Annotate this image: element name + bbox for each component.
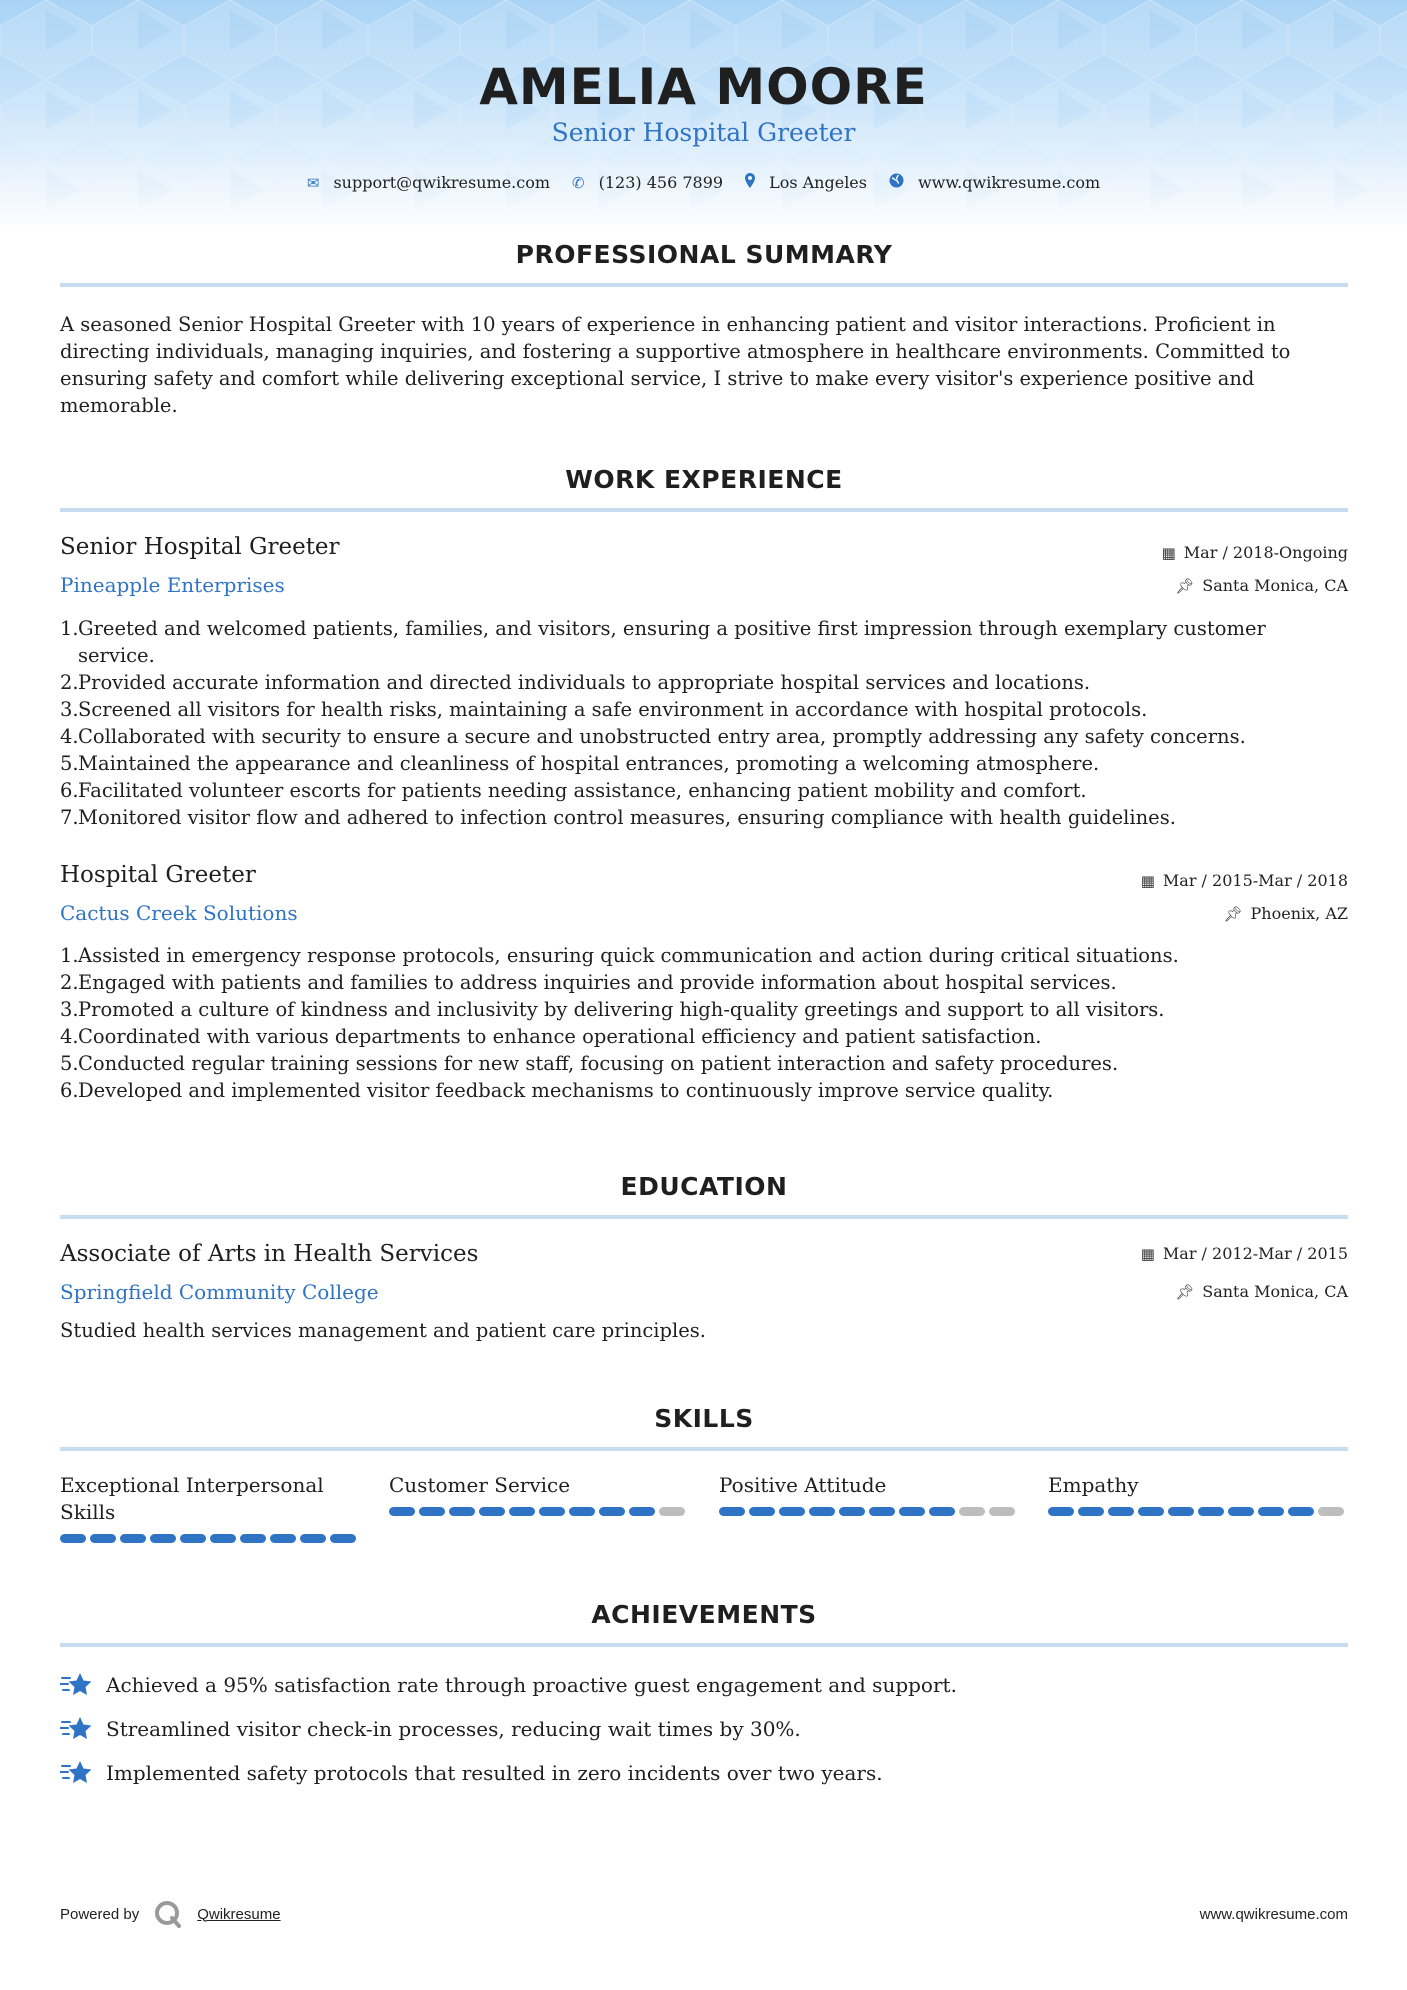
map-marker-icon	[745, 173, 755, 192]
list-item: 2. Engaged with patients and families to address inquiries and provide information about hospital services.	[60, 971, 1117, 994]
list-item: 7. Monitored visitor flow and adhered to infection control measures, ensuring compliance with health guidelines.	[60, 806, 1176, 829]
skill-name: Empathy	[1048, 1473, 1139, 1497]
job-location	[1223, 904, 1348, 923]
list-item: 6. Facilitated volunteer escorts for patients needing assistance, enhancing patient mobility and comfort.	[60, 779, 1087, 802]
skill-level-bar	[389, 1507, 689, 1516]
skill-level-segment	[1138, 1507, 1164, 1516]
skill-level-segment	[419, 1507, 445, 1516]
skill-level-segment	[1228, 1507, 1254, 1516]
skills-heading: SKILLS	[654, 1404, 754, 1433]
skill-level-segment	[270, 1534, 296, 1543]
summary-text: A seasoned Senior Hospital Greeter with 10 years of experience in enhancing patient and visitor interactions. Proficient in directing individuals, managing inquiries, and fostering a supportive atmosphere in healthcare environments. Committed to ensuring safety and comfort while delivering exceptional service, I strive to make every visitor's experience positive and memorable.	[60, 313, 1291, 417]
candidate-role: Senior Hospital Greeter	[551, 118, 856, 147]
skill-item	[719, 1472, 1019, 1516]
candidate-name: AMELIA MOORE	[479, 58, 928, 116]
skill-level-segment	[330, 1534, 356, 1543]
pin-icon: 📌︎	[1175, 1282, 1195, 1301]
contact-phone[interactable]	[572, 173, 723, 192]
achievement-text: Achieved a 95% satisfaction rate through proactive guest engagement and support.	[106, 1673, 957, 1697]
education-divider	[60, 1215, 1348, 1219]
achievement-item	[60, 1715, 801, 1743]
skill-level-segment	[599, 1507, 625, 1516]
resume-header	[0, 0, 1407, 235]
skill-level-segment	[899, 1507, 925, 1516]
star-icon	[60, 1715, 92, 1743]
contact-website-text: www.qwikresume.com	[917, 173, 1101, 192]
skill-level-segment	[869, 1507, 895, 1516]
list-item: 4. Collaborated with security to ensure a secure and unobstructed entry area, promptly addressing any safety concerns.	[60, 725, 1246, 748]
job-location	[1175, 576, 1348, 595]
skill-level-segment	[1258, 1507, 1284, 1516]
skill-name: Exceptional Interpersonal Skills	[60, 1473, 324, 1524]
skill-level-segment	[539, 1507, 565, 1516]
contact-bar	[0, 173, 1407, 192]
summary-heading: PROFESSIONAL SUMMARY	[515, 240, 893, 269]
job-company: Pineapple Enterprises	[60, 573, 285, 597]
skill-level-segment	[180, 1534, 206, 1543]
job-company: Cactus Creek Solutions	[60, 901, 298, 925]
list-item: 1. Greeted and welcomed patients, families, and visitors, ensuring a positive first impression through exemplary customer service.	[60, 617, 1266, 667]
skill-level-segment	[629, 1507, 655, 1516]
skill-level-segment	[659, 1507, 685, 1516]
skill-level-segment	[1288, 1507, 1314, 1516]
skill-level-segment	[1078, 1507, 1104, 1516]
education-dates	[1141, 1244, 1348, 1263]
list-item: 5. Conducted regular training sessions for new staff, focusing on patient interaction and safety procedures.	[60, 1052, 1119, 1075]
achievement-text: Implemented safety protocols that resulted in zero incidents over two years.	[106, 1761, 883, 1785]
job-location-text: Santa Monica, CA	[1202, 576, 1348, 595]
list-item: 4. Coordinated with various departments to enhance operational efficiency and patient satisfaction.	[60, 1025, 1042, 1048]
skill-level-segment	[509, 1507, 535, 1516]
skill-item	[389, 1472, 689, 1516]
school-name: Springfield Community College	[60, 1280, 379, 1304]
powered-by-label: Powered by	[60, 1905, 140, 1923]
pin-icon: 📌︎	[1175, 576, 1195, 595]
skill-level-segment	[1048, 1507, 1074, 1516]
achievements-divider	[60, 1643, 1348, 1647]
education-description: Studied health services management and patient care principles.	[60, 1319, 706, 1342]
skill-level-segment	[989, 1507, 1015, 1516]
achievements-heading: ACHIEVEMENTS	[591, 1600, 817, 1629]
footer-powered-by	[60, 1899, 281, 1929]
star-icon	[60, 1671, 92, 1699]
contact-website[interactable]	[889, 173, 1100, 192]
education-location	[1175, 1282, 1348, 1301]
contact-location	[745, 173, 867, 192]
skill-level-segment	[779, 1507, 805, 1516]
qwikresume-logo-icon	[153, 1899, 183, 1929]
skill-item	[60, 1472, 360, 1543]
skill-name: Customer Service	[389, 1473, 571, 1497]
calendar-icon: ▦	[1140, 1244, 1155, 1263]
skill-level-segment	[929, 1507, 955, 1516]
list-item: 1. Assisted in emergency response protocols, ensuring quick communication and action during critical situations.	[60, 944, 1179, 967]
skill-level-segment	[1198, 1507, 1224, 1516]
job-title: Hospital Greeter	[60, 862, 256, 888]
skill-level-segment	[1318, 1507, 1344, 1516]
pin-icon: 📌︎	[1223, 904, 1243, 923]
skill-level-bar	[719, 1507, 1019, 1516]
experience-heading: WORK EXPERIENCE	[565, 465, 843, 494]
skill-level-segment	[1108, 1507, 1134, 1516]
skill-level-segment	[389, 1507, 415, 1516]
job-dates	[1162, 543, 1348, 562]
contact-email[interactable]	[307, 173, 550, 192]
skill-level-segment	[719, 1507, 745, 1516]
globe-icon	[889, 173, 904, 192]
skills-divider	[60, 1447, 1348, 1451]
achievement-item	[60, 1671, 957, 1699]
star-icon	[60, 1759, 92, 1787]
skill-level-segment	[479, 1507, 505, 1516]
skill-level-segment	[449, 1507, 475, 1516]
skill-level-segment	[150, 1534, 176, 1543]
skill-name: Positive Attitude	[719, 1473, 887, 1497]
list-item: 3. Promoted a culture of kindness and inclusivity by delivering high-quality greetings and support to all visitors.	[60, 998, 1165, 1021]
contact-location-text: Los Angeles	[769, 173, 867, 192]
skill-level-segment	[839, 1507, 865, 1516]
calendar-icon: ▦	[1161, 543, 1176, 562]
skill-level-bar	[1048, 1507, 1348, 1516]
contact-phone-text: (123) 456 7899	[598, 173, 724, 192]
achievement-text: Streamlined visitor check-in processes, reducing wait times by 30%.	[106, 1717, 801, 1741]
education-heading: EDUCATION	[620, 1172, 788, 1201]
job-title: Senior Hospital Greeter	[60, 534, 340, 560]
job-dates-text: Mar / 2018-Ongoing	[1183, 543, 1348, 562]
job-bullets	[60, 615, 1348, 831]
job-bullets	[60, 942, 1348, 1104]
job-dates	[1141, 871, 1348, 890]
skill-level-segment	[60, 1534, 86, 1543]
skill-level-segment	[749, 1507, 775, 1516]
footer-url[interactable]: www.qwikresume.com	[1199, 1906, 1348, 1923]
contact-email-text: support@qwikresume.com	[333, 173, 551, 192]
list-item: 3. Screened all visitors for health risks, maintaining a safe environment in accordance with hospital protocols.	[60, 698, 1148, 721]
envelope-icon: ✉	[306, 173, 320, 192]
skill-level-segment	[1168, 1507, 1194, 1516]
skill-level-segment	[959, 1507, 985, 1516]
degree-title: Associate of Arts in Health Services	[60, 1241, 479, 1267]
list-item: 6. Developed and implemented visitor feedback mechanisms to continuously improve service quality.	[60, 1079, 1054, 1102]
job-dates-text: Mar / 2015-Mar / 2018	[1162, 871, 1348, 890]
job-location-text: Phoenix, AZ	[1250, 904, 1348, 923]
skill-level-bar	[60, 1534, 360, 1543]
summary-divider	[60, 283, 1348, 287]
education-location-text: Santa Monica, CA	[1202, 1282, 1348, 1301]
skill-level-segment	[300, 1534, 326, 1543]
skill-level-segment	[120, 1534, 146, 1543]
calendar-icon: ▦	[1140, 871, 1155, 890]
skill-level-segment	[809, 1507, 835, 1516]
skill-level-segment	[569, 1507, 595, 1516]
achievement-item	[60, 1759, 883, 1787]
skill-level-segment	[240, 1534, 266, 1543]
list-item: 2. Provided accurate information and directed individuals to appropriate hospital services and locations.	[60, 671, 1091, 694]
skill-level-segment	[210, 1534, 236, 1543]
list-item: 5. Maintained the appearance and cleanliness of hospital entrances, promoting a welcoming atmosphere.	[60, 752, 1100, 775]
qwikresume-link[interactable]: Qwikresume	[197, 1905, 281, 1923]
experience-divider	[60, 508, 1348, 512]
phone-icon: ✆	[572, 173, 585, 192]
skill-level-segment	[90, 1534, 116, 1543]
skill-item	[1048, 1472, 1348, 1516]
education-dates-text: Mar / 2012-Mar / 2015	[1162, 1244, 1348, 1263]
